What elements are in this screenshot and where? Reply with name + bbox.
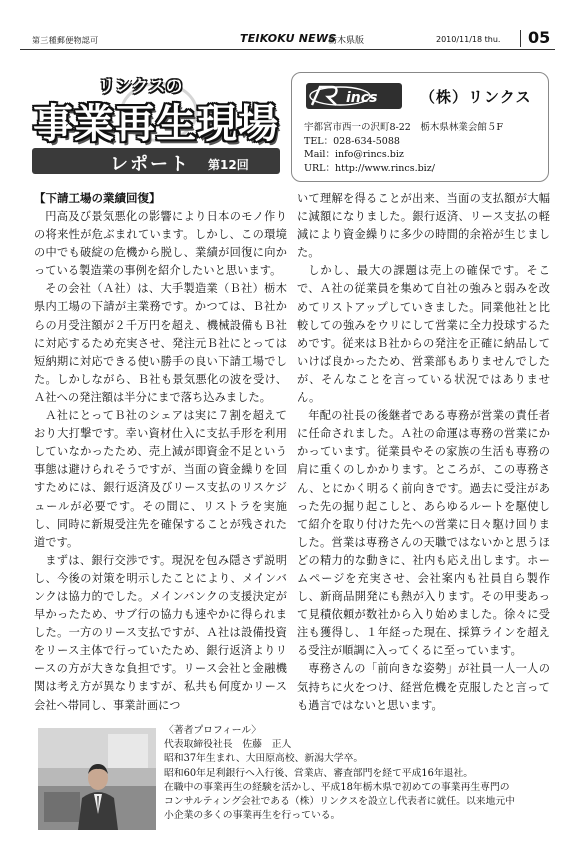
series-issue: 第12回 — [208, 158, 249, 172]
company-info-box — [291, 72, 549, 182]
article-paragraph: 円高及び景気悪化の影響により日本のモノ作りの将来性が危ぶまれています。しかし、この環境の中でも破綻の危機から脱し、業績が回復に向かっている製造業の事例を紹介したいと思います。 — [34, 210, 287, 278]
article-paragraph: 専務さんの「前向きな姿勢」が社員一人一人の気持ちに火をつけ、経営危機を克服したと言っても過言ではないと思います。 — [297, 662, 550, 712]
article-paragraph: Ａ社にとってＢ社のシェアは実に７割を超えており大打撃です。幸い資材仕入に支払手形を利用していなかったため、売上減が即資金不足という事態は避けられそうですが、当面の資金繰りを回すためには、銀行返済及びリース支払のリスケジュールが必要です。その間に、リストラを実施し、同時に新規受注先を確保することが残された道です。 — [34, 409, 287, 549]
company-logo — [306, 81, 402, 111]
series-title: 事業再生現場 — [33, 101, 279, 147]
article-paragraph: まずは、銀行交渉です。現況を包み隠さず説明し、今後の対策を明示したことにより、メインバンクは協力的でした。メインバンクの支援決定が早かったため、サブ行の協力も速やかに得られました。一方のリース支払ですが、Ａ社は設備投資をリース主体で行っていたため、銀行返済よりリースの方が大きな負担です。リース会社と金融機関は考え方が異なりますが、私共も何度かリース会社へ帯同し、事業計画につ — [34, 553, 287, 712]
edition-label: 栃木県版 — [328, 36, 365, 46]
author-photo — [38, 728, 156, 830]
series-subtitle: リンクスの — [98, 77, 183, 97]
article-heading: 【下請工場の業績回復】 — [34, 191, 161, 205]
profile-line: 代表取締役社長 佐藤 正人 — [164, 739, 292, 751]
article-paragraph: その会社（Ａ社）は、大手製造業（Ｂ社）栃木県内工場の下請が主業務です。かつては、Ｂ社からの月受注額が２千万円を超え、機械設備もＢ社に対応するため充実させ、発注元Ｂ社にとっては短納期に対応できる使い勝手の良い下請工場でした。しかしながら、Ｂ社も景気悪化の波を受け、Ａ社への発注額は半分にまで落ち込みました。 — [34, 282, 287, 404]
company-url: URL：http://www.rincs.biz/ — [304, 162, 435, 174]
series-label: レポート — [110, 154, 190, 175]
page-number: 05 — [528, 28, 551, 47]
article-column-left — [34, 208, 287, 715]
article-paragraph: いて理解を得ることが出来、当面の支払額が大幅に減額になりました。銀行返済、リース支払の軽減により資金繰りに多少の時間的余裕が生じました。 — [297, 192, 550, 260]
author-profile-text — [164, 724, 515, 823]
profile-line: 在職中の事業再生の経験を活かし、平成18年栃木県で初めての事業再生専門の — [164, 781, 510, 793]
author-profile — [38, 722, 548, 830]
postal-notice: 第三種郵便物認可 — [32, 36, 99, 45]
company-name: （株）リンクス — [420, 88, 532, 106]
profile-line: 昭和37年生まれ、大田原高校、新潟大学卒。 — [164, 753, 364, 765]
article-column-right — [297, 190, 550, 715]
profile-line: コンサルティング会社である（株）リンクスを設立し代表者に就任。以来地元中 — [164, 796, 515, 808]
profile-line: 小企業の多くの事業再生を行っている。 — [164, 810, 341, 822]
company-mail: Mail：info@rincs.biz — [304, 149, 404, 160]
masthead — [20, 28, 555, 50]
company-tel: TEL：028-634-5088 — [304, 135, 400, 147]
publication-name: TEIKOKU NEWS — [240, 32, 337, 45]
article-paragraph: しかし、最大の課題は売上の確保です。そこで、Ａ社の従業員を集めて自社の強みと弱みを改めてリストアップしていきました。同業他社と比較しての強みをウリにして営業に全力投球するためです。従来はＢ社からの発注を正確に納品していけば良かったため、営業部もありませんでしたが、そんなことを言っている状況ではありません。 — [297, 264, 550, 405]
series-logo — [28, 70, 284, 182]
profile-line: 昭和60年足利銀行へ入行後、営業店、審査部門を経て平成16年退社。 — [164, 767, 474, 779]
issue-date: 2010/11/18 thu. — [436, 35, 501, 44]
svg-text:incs: incs — [346, 90, 378, 106]
company-contact — [304, 121, 503, 175]
profile-heading: 〈著者プロフィール〉 — [164, 725, 261, 736]
company-address: 宇都宮市西一の沢町8-22 栃木県林業会館５F — [304, 122, 503, 133]
masthead-divider — [520, 30, 521, 47]
article-paragraph: 年配の社長の後継者である専務が営業の責任者に任命されました。Ａ社の命運は専務の営業にかかっています。従業員やその家族の生活も専務の肩に重くのしかかります。ところが、この専務さん、とにかく明るく前向きです。過去に受注があった先の掘り起こしと、あらゆるルートを駆使して紹介を取り付けた先への営業に日々駆け回りました。営業は専務さんの天職ではないかと思うほどの精力的な動きに、社内も応え出します。ホームページを充実させ、会社案内も社員自ら製作し、新商品開発にも熱が入ります。その甲斐あって見積依頼が数社から入り始めました。徐々に受注も獲得し、１年経った現在、採算ラインを超える受注が順調に入ってくるに至っています。 — [297, 409, 550, 658]
